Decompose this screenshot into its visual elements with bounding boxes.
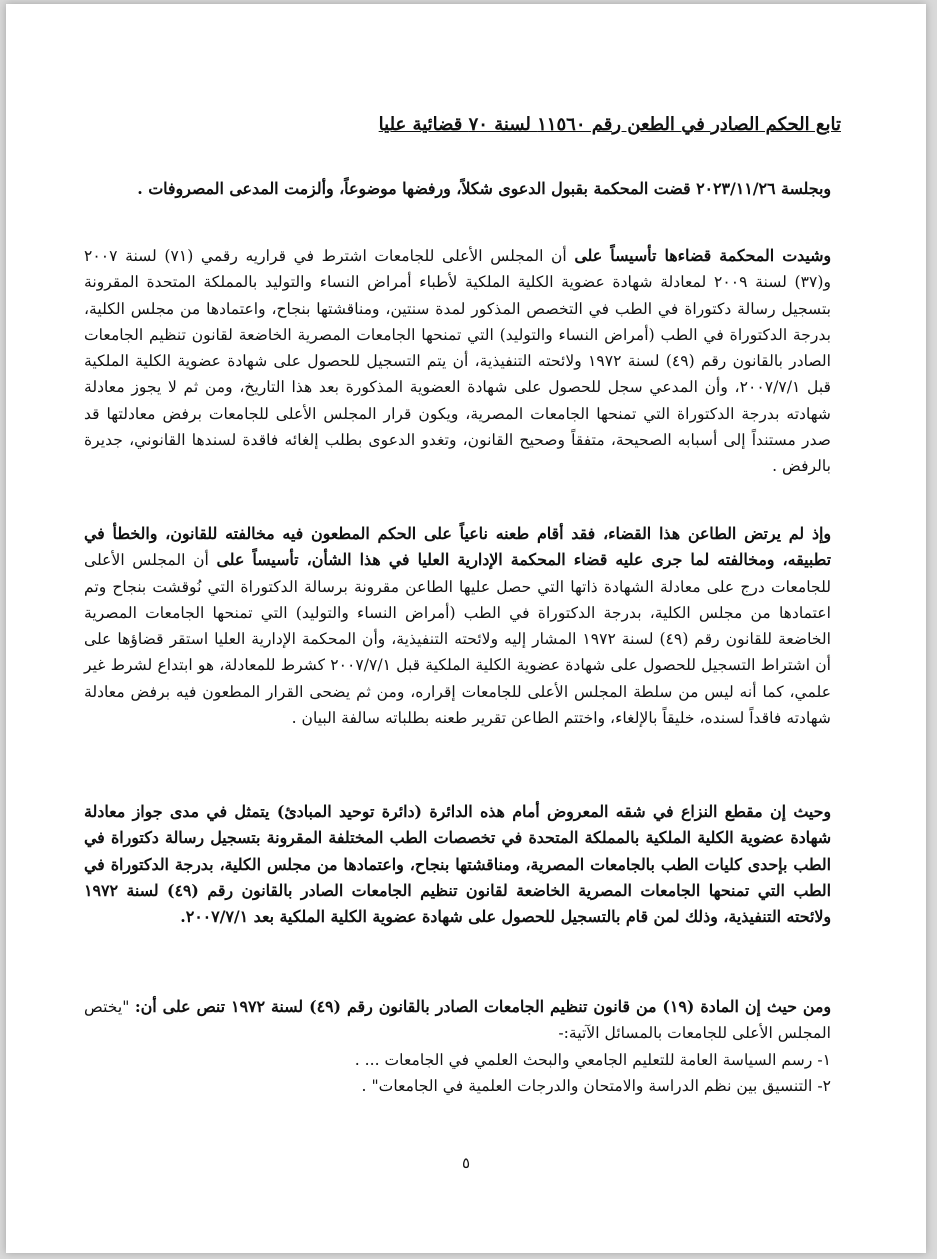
paragraph-article-19-lead: ومن حيث إن المادة (١٩) من قانون تنظيم الجامعات الصادر بالقانون رقم (٤٩) لسنة ١٩٧٢ تنص على أن: bbox=[134, 997, 831, 1016]
paragraph-ruling: وبجلسة ٢٠٢٣/١١/٢٦ قضت المحكمة بقبول الدعوى شكلاً، ورفضها موضوعاً، وألزمت المدعى المصروفات . bbox=[137, 179, 831, 198]
paragraph-court-reasoning bbox=[84, 243, 831, 480]
page-content bbox=[6, 4, 926, 1253]
paragraph-article-19 bbox=[84, 994, 831, 1099]
paragraph-appeal-grounds bbox=[84, 521, 831, 731]
paragraph-article-19-quote: "يختص المجلس الأعلى للجامعات بالمسائل الآتية:- bbox=[84, 998, 831, 1043]
list-item: ٢- التنسيق بين نظم الدراسة والامتحان والدرجات العلمية في الجامعات" . bbox=[361, 1076, 831, 1095]
paragraph-appeal-grounds-lead: وإذ لم يرتض الطاعن هذا القضاء، فقد أقام طعنه ناعياً على الحكم المطعون فيه مخالفته للقانون، والخطأ في تطبيقه، ومخالفته لما جرى عليه قضاء المحكمة الإدارية العليا في هذا الشأن، تأسيساً على bbox=[84, 524, 831, 570]
page-header-title: تابع الحكم الصادر في الطعن رقم ١١٥٦٠ لسنة ٧٠ قضائية عليا bbox=[378, 114, 841, 135]
page-number: ٥ bbox=[461, 1154, 471, 1172]
document-page bbox=[6, 4, 926, 1253]
paragraph-court-reasoning-lead: وشيدت المحكمة قضاءها تأسيساً على bbox=[574, 246, 831, 265]
list-item: ١- رسم السياسة العامة للتعليم الجامعي والبحث العلمي في الجامعات ... . bbox=[354, 1050, 831, 1069]
paragraph-dispute-core: وحيث إن مقطع النزاع في شقه المعروض أمام هذه الدائرة (دائرة توحيد المبادئ) يتمثل في مدى جواز معادلة شهادة عضوية الكلية الملكية بالمملكة المتحدة في تخصصات الطب المختلفة المقرونة بتسجيل رسالة دكتوراة في الطب بإحدى كليات الطب بالجامعات المصرية، ومناقشتها بنجاح، واعتمادها من مجلس الكلية، بدرجة الدكتوراة في الطب التي تمنحها الجامعات المصرية الخاضعة لقانون تنظيم الجامعات الصادر بالقانون رقم (٤٩) لسنة ١٩٧٢ ولائحته التنفيذية، وذلك لمن قام بالتسجيل للحصول على شهادة عضوية الكلية الملكية بعد ٢٠٠٧/٧/١. bbox=[84, 802, 831, 927]
paragraph-appeal-grounds-body: أن المجلس الأعلى للجامعات درج على معادلة الشهادة ذاتها التي حصل عليها الطاعن مقرونة برسالة الدكتوراة التي نُوقشت بنجاح وتم اعتمادها من مجلس الكلية، بدرجة الدكتوراة في الطب (أمراض النساء والتوليد) التي تمنحها الجامعات المصرية الخاضعة للقانون رقم (٤٩) لسنة ١٩٧٢ المشار إليه ولائحته التنفيذية، وأن المحكمة الإدارية العليا استقر قضاؤها على أن اشتراط التسجيل للحصول على شهادة عضوية الكلية الملكية قبل ٢٠٠٧/٧/١ كشرط للمعادلة، هو ابتداع لشرط غير علمي، كما أنه ليس من سلطة المجلس الأعلى للجامعات إقراره، ومن ثم يضحى القرار المطعون فيه برفض معادلة شهادته فاقداً لسنده، خليقاً بالإلغاء، واختتم الطاعن تقرير طعنه بطلباته سالفة البيان . bbox=[84, 551, 831, 728]
paragraph-court-reasoning-body: أن المجلس الأعلى للجامعات اشترط في قراريه رقمي (٧١) لسنة ٢٠٠٧ و(٣٧) لسنة ٢٠٠٩ لمعادلة شهادة عضوية الكلية الملكية لأطباء أمراض النساء والتوليد بالمملكة المتحدة المقرونة بتسجيل رسالة دكتوراة في الطب في التخصص المذكور لمدة سنتين، ومناقشتها بنجاح، واعتمادها من مجلس الكلية، بدرجة الدكتوراة في الطب (أمراض النساء والتوليد) التي تمنحها الجامعات المصرية الخاضعة لقانون تنظيم الجامعات الصادر بالقانون رقم (٤٩) لسنة ١٩٧٢ ولائحته التنفيذية، أن يتم التسجيل للحصول على شهادة عضوية الكلية الملكية قبل ٢٠٠٧/٧/١، وأن المدعي سجل للحصول على شهادة العضوية المذكورة بعد هذا التاريخ، ومن ثم لا يجوز معادلة شهادته بدرجة الدكتوراة التي تمنحها الجامعات المصرية، ويكون قرار المجلس الأعلى للجامعات برفض معادلتها قد صدر مستنداً إلى أسبابه الصحيحة، متفقاً وصحيح القانون، وتغدو الدعوى بطلب إلغائه فاقدة لسندها القانوني، جديرة بالرفض . bbox=[84, 247, 831, 476]
